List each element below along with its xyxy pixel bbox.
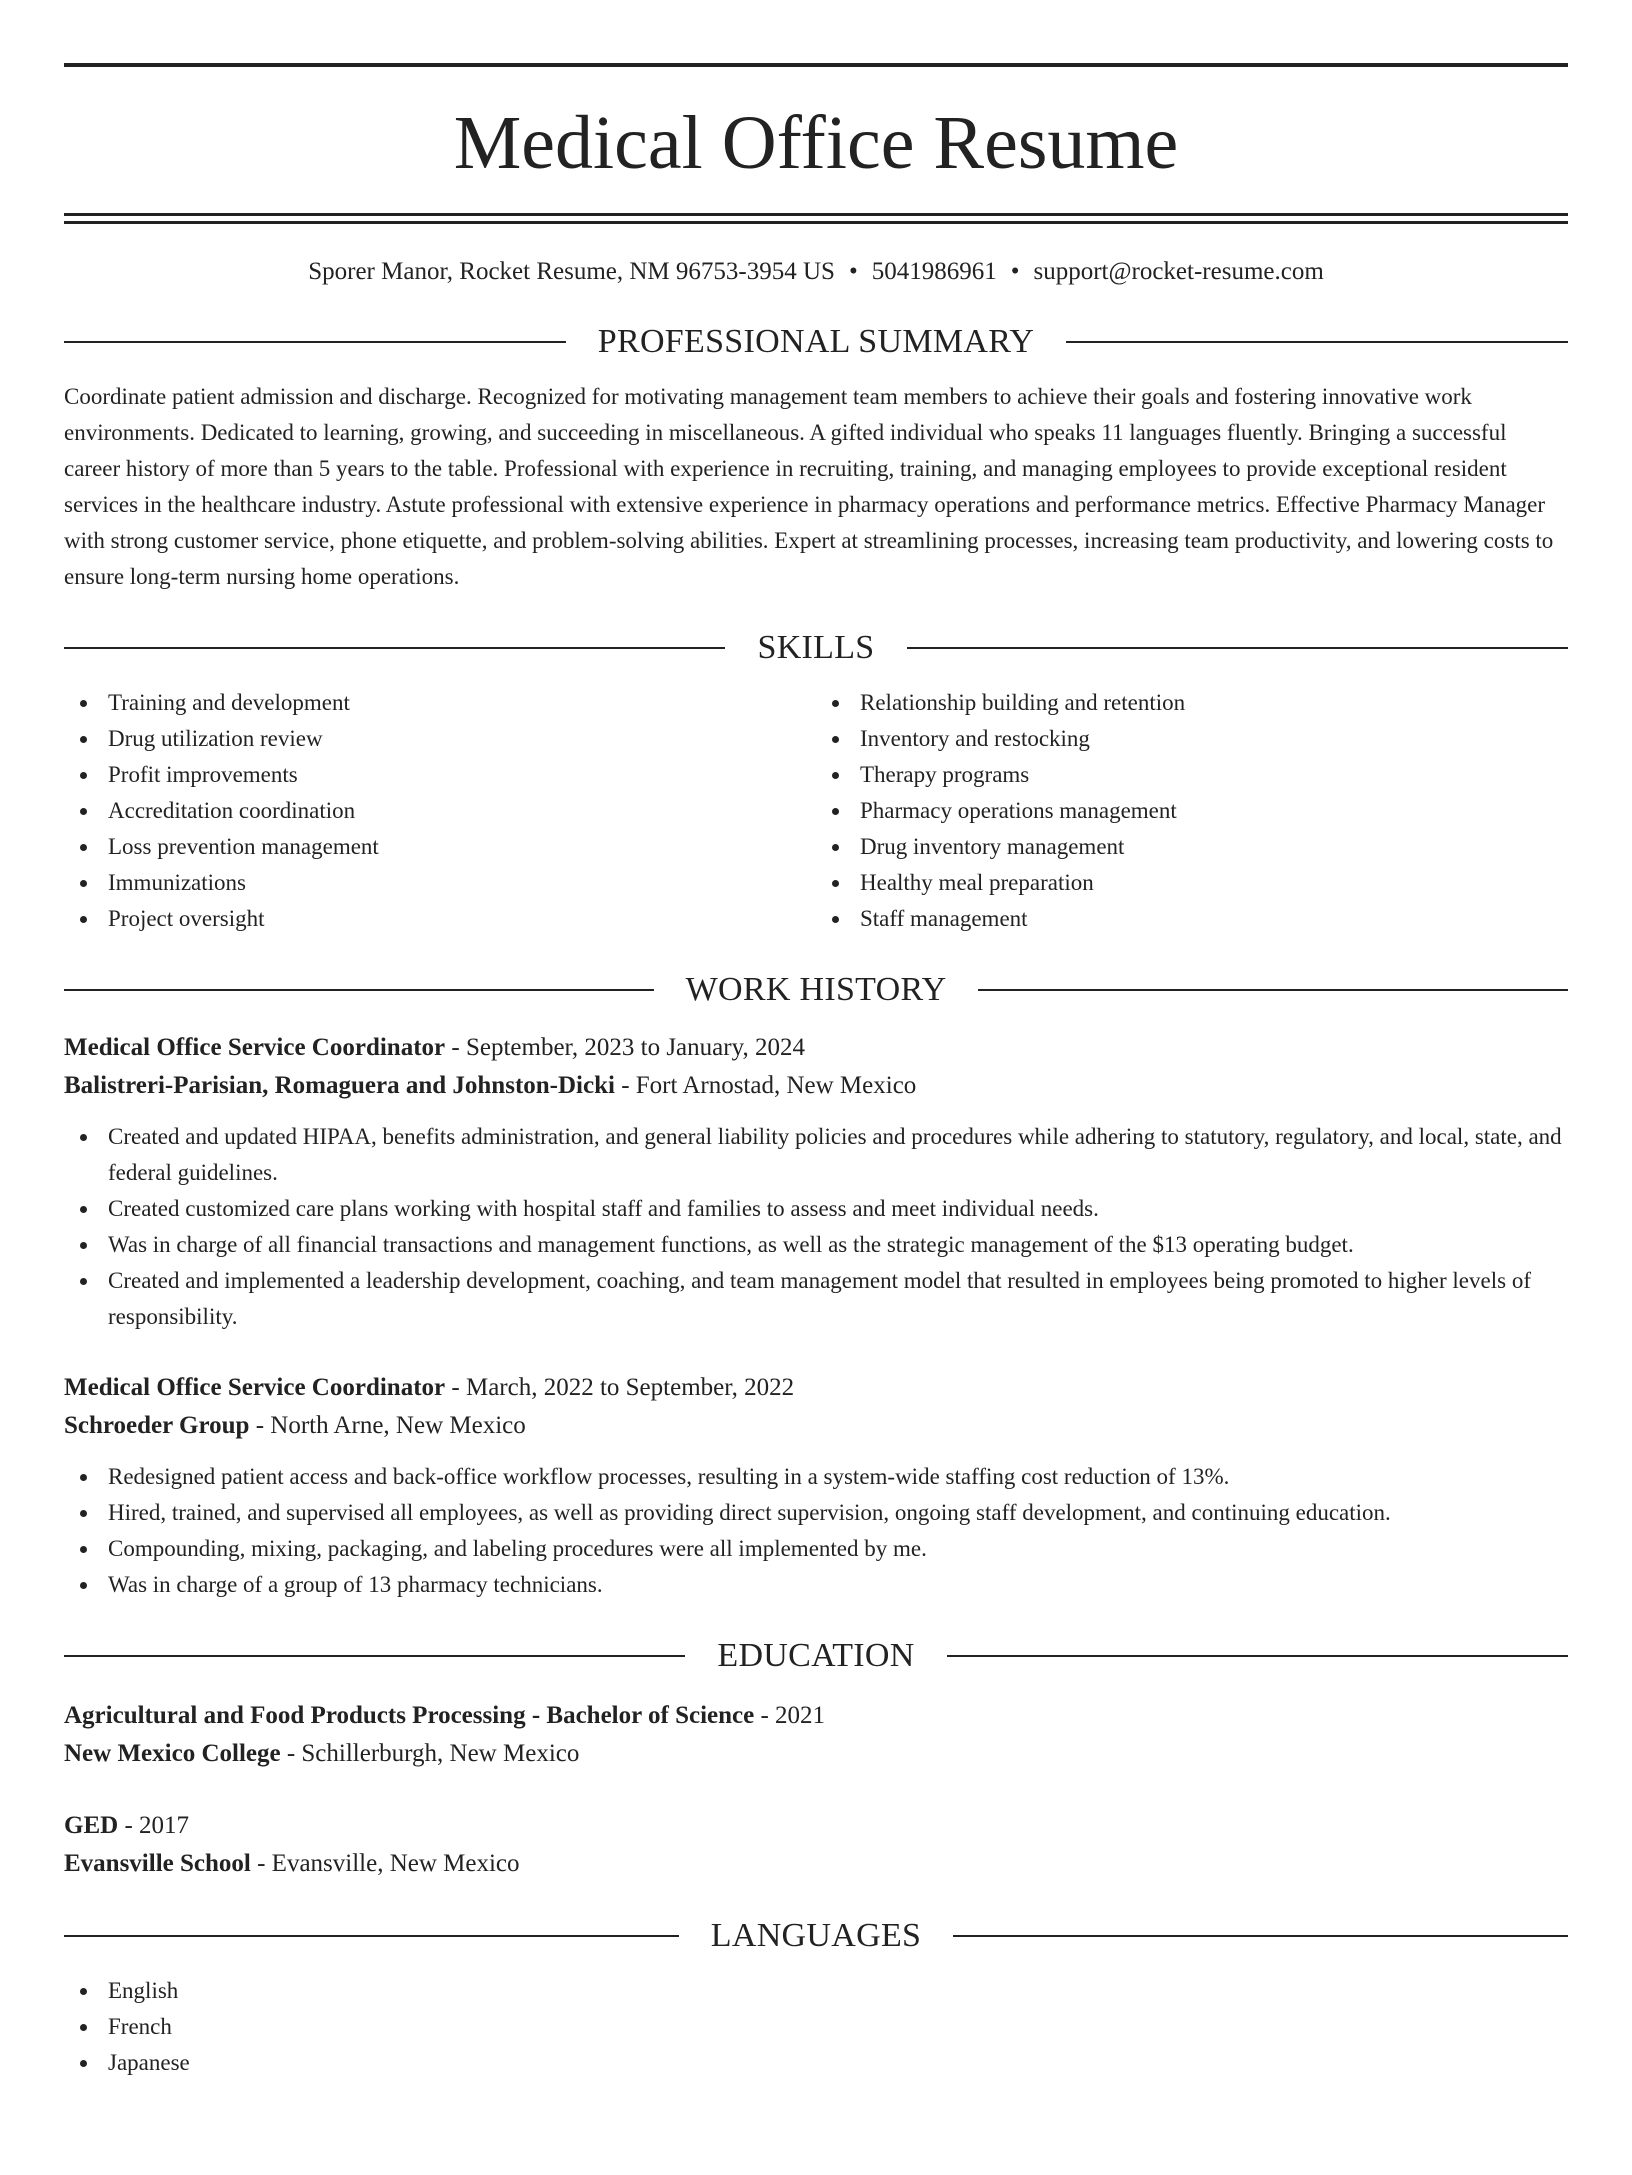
job-bullet: Created and updated HIPAA, benefits administration, and general liability policies and procedures while adhering to statutory, regulatory, and local, state, and federal guidelines. — [64, 1119, 1568, 1191]
title-double-rule — [64, 213, 1568, 224]
skill-item: Therapy programs — [816, 757, 1568, 793]
language-item: English — [64, 1973, 1568, 2009]
job-entry — [64, 1029, 1568, 1335]
job-location: - North Arne, New Mexico — [249, 1411, 526, 1439]
skill-item: Pharmacy operations management — [816, 793, 1568, 829]
skill-item: Training and development — [64, 685, 816, 721]
education-year: - 2021 — [754, 1701, 826, 1729]
job-title-line — [64, 1029, 1568, 1067]
education-degree: Agricultural and Food Products Processing - Bachelor of Science — [64, 1701, 755, 1729]
skills-list — [64, 685, 1568, 937]
resume-title: Medical Office Resume — [453, 101, 1179, 185]
job-title-line — [64, 1369, 1568, 1407]
contact-line — [64, 256, 1568, 289]
education-degree-line — [64, 1807, 1568, 1845]
section-title-summary: PROFESSIONAL SUMMARY — [597, 322, 1035, 360]
job-bullet: Redesigned patient access and back-office workflow processes, resulting in a system-wide staffing cost reduction of 13%. — [64, 1459, 1568, 1495]
job-bullet: Was in charge of all financial transactions and management functions, as well as the strategic management of the $13 operating budget. — [64, 1227, 1568, 1263]
job-bullet: Created and implemented a leadership development, coaching, and team management model that resulted in employees being promoted to higher levels of responsibility. — [64, 1263, 1568, 1335]
section-header-languages — [64, 1907, 1568, 1965]
job-bullet: Compounding, mixing, packaging, and labeling procedures were all implemented by me. — [64, 1531, 1568, 1567]
job-company-line — [64, 1407, 1568, 1445]
job-company: Balistreri-Parisian, Romaguera and Johnston-Dicki — [64, 1071, 615, 1099]
job-dates: - September, 2023 to January, 2024 — [445, 1033, 805, 1061]
contact-separator: • — [1010, 258, 1020, 285]
skill-item: Immunizations — [64, 865, 816, 901]
skill-item: Profit improvements — [64, 757, 816, 793]
job-entry — [64, 1369, 1568, 1603]
education-year: - 2017 — [118, 1811, 190, 1839]
skill-item: Drug utilization review — [64, 721, 816, 757]
skill-item: Relationship building and retention — [816, 685, 1568, 721]
job-bullet: Was in charge of a group of 13 pharmacy technicians. — [64, 1567, 1568, 1603]
job-location: - Fort Arnostad, New Mexico — [614, 1071, 917, 1099]
contact-email: support@rocket-resume.com — [1033, 258, 1324, 285]
skill-item: Accreditation coordination — [64, 793, 816, 829]
education-location: - Schillerburgh, New Mexico — [280, 1739, 580, 1767]
skill-item: Project oversight — [64, 901, 816, 937]
section-title-languages: LANGUAGES — [710, 1916, 922, 1954]
section-rule — [953, 1935, 1568, 1937]
section-rule — [64, 1935, 679, 1937]
section-rule — [978, 989, 1568, 991]
skills-column-left — [64, 685, 816, 937]
section-header-education — [64, 1627, 1568, 1685]
section-rule — [1066, 341, 1568, 343]
section-rule — [64, 647, 725, 649]
job-title: Medical Office Service Coordinator — [64, 1373, 446, 1401]
education-location: - Evansville, New Mexico — [250, 1849, 520, 1877]
job-title: Medical Office Service Coordinator — [64, 1033, 446, 1061]
top-rule — [64, 63, 1568, 67]
job-dates: - March, 2022 to September, 2022 — [445, 1373, 795, 1401]
resume-page — [0, 63, 1632, 2175]
section-rule — [64, 989, 654, 991]
section-title-skills: SKILLS — [757, 628, 875, 666]
language-item: Japanese — [64, 2045, 1568, 2081]
education-school: New Mexico College — [64, 1739, 281, 1767]
job-bullet: Created customized care plans working with hospital staff and families to assess and meet individual needs. — [64, 1191, 1568, 1227]
language-item: French — [64, 2009, 1568, 2045]
section-rule — [947, 1655, 1568, 1657]
section-rule — [64, 1655, 685, 1657]
section-rule — [907, 647, 1568, 649]
skill-item: Inventory and restocking — [816, 721, 1568, 757]
skill-item: Healthy meal preparation — [816, 865, 1568, 901]
summary-text: Coordinate patient admission and discharge. Recognized for motivating management team members to achieve their goals and fostering innovative work environments. Dedicated to learning, growing, and succeeding in miscellaneous. A gifted individual who speaks 11 languages fluently. Bringing a successful career history of more than 5 years to the table. Professional with experience in recruiting, training, and managing employees to provide exceptional resident services in the healthcare industry. Astute professional with extensive experience in pharmacy operations and performance metrics. Effective Pharmacy Manager with strong customer service, phone etiquette, and problem-solving abilities. Expert at streamlining processes, increasing team productivity, and lowering costs to ensure long-term nursing home operations. — [64, 383, 1554, 589]
education-school-line — [64, 1735, 1568, 1773]
job-bullets — [64, 1459, 1568, 1603]
skill-item: Staff management — [816, 901, 1568, 937]
job-bullet: Hired, trained, and supervised all employees, as well as providing direct supervision, ongoing staff development, and continuing education. — [64, 1495, 1568, 1531]
section-header-work — [64, 961, 1568, 1019]
education-school-line — [64, 1845, 1568, 1883]
education-degree-line — [64, 1697, 1568, 1735]
contact-phone: 5041986961 — [871, 258, 997, 285]
languages-list — [64, 1973, 1568, 2081]
section-header-skills — [64, 619, 1568, 677]
contact-separator: • — [848, 258, 858, 285]
education-entry — [64, 1697, 1568, 1773]
job-company-line — [64, 1067, 1568, 1105]
job-company: Schroeder Group — [64, 1411, 250, 1439]
skill-item: Loss prevention management — [64, 829, 816, 865]
skills-column-right — [816, 685, 1568, 937]
skill-item: Drug inventory management — [816, 829, 1568, 865]
education-degree: GED — [64, 1811, 119, 1839]
education-entry — [64, 1807, 1568, 1883]
section-title-education: EDUCATION — [717, 1636, 915, 1674]
contact-address: Sporer Manor, Rocket Resume, NM 96753-3954 US — [308, 258, 835, 285]
section-rule — [64, 341, 566, 343]
job-bullets — [64, 1119, 1568, 1335]
section-title-work: WORK HISTORY — [685, 970, 947, 1008]
section-header-summary — [64, 313, 1568, 371]
education-school: Evansville School — [64, 1849, 251, 1877]
